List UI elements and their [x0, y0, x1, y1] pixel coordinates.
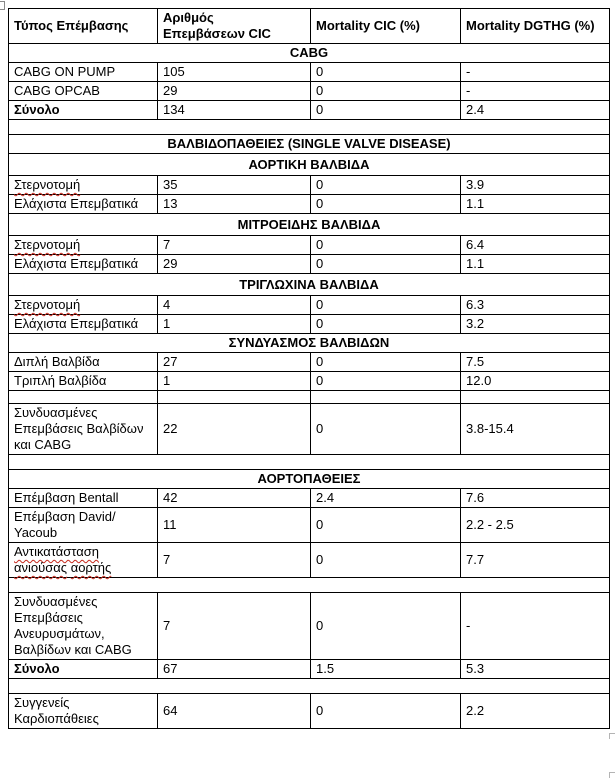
mortality-dgthg-cell[interactable]: - — [461, 63, 610, 82]
misspelled-word: αορτής — [70, 560, 112, 575]
misspelled-word: Αντικατάσταση — [14, 544, 100, 559]
empty-cell[interactable] — [9, 578, 610, 593]
mortality-dgthg-cell[interactable]: 6.4 — [461, 236, 610, 255]
table-move-handle-icon[interactable] — [0, 1, 5, 10]
empty-cell[interactable] — [9, 455, 610, 470]
table-row — [9, 404, 610, 455]
mortality-dgthg-cell[interactable]: - — [461, 82, 610, 101]
intervention-type-cell[interactable]: Ελάχιστα Επεμβατικά — [9, 315, 158, 334]
spacer-row — [9, 391, 610, 404]
spacer-row — [9, 120, 610, 135]
count-cell[interactable]: 4 — [158, 296, 311, 315]
empty-cell[interactable] — [461, 391, 610, 404]
count-cell[interactable]: 11 — [158, 508, 311, 543]
count-cell[interactable]: 1 — [158, 372, 311, 391]
mortality-cic-cell[interactable]: 0 — [311, 63, 461, 82]
intervention-type-cell[interactable]: CABG OPCAB — [9, 82, 158, 101]
table-row — [9, 660, 610, 679]
table-row — [9, 82, 610, 101]
misspelled-word: Στερνοτομή — [14, 177, 81, 192]
section-title[interactable]: ΑΟΡΤΙΚΗ ΒΑΛΒΙΔΑ — [9, 154, 610, 176]
table-row — [9, 508, 610, 543]
mortality-dgthg-cell[interactable]: 1.1 — [461, 255, 610, 274]
table-row — [9, 101, 610, 120]
spacer-row — [9, 578, 610, 593]
mortality-dgthg-cell[interactable]: 2.4 — [461, 101, 610, 120]
count-cell[interactable]: 7 — [158, 236, 311, 255]
mortality-cic-cell[interactable]: 0 — [311, 176, 461, 195]
mortality-cic-cell[interactable]: 0 — [311, 296, 461, 315]
empty-cell[interactable] — [9, 391, 158, 404]
mortality-cic-cell[interactable]: 0 — [311, 694, 461, 729]
intervention-type-cell[interactable]: CABG ON PUMP — [9, 63, 158, 82]
mortality-dgthg-cell[interactable]: 3.8-15.4 — [461, 404, 610, 455]
surgery-mortality-table — [8, 8, 610, 729]
mortality-cic-cell[interactable]: 0 — [311, 404, 461, 455]
section-title[interactable]: CABG — [9, 44, 610, 63]
mortality-cic-cell[interactable]: 0 — [311, 101, 461, 120]
mortality-dgthg-cell[interactable]: - — [461, 593, 610, 660]
column-header[interactable]: Αριθμός Επεμβάσεων CIC — [158, 9, 311, 44]
intervention-type-cell[interactable] — [9, 176, 158, 195]
table-body — [9, 9, 610, 729]
column-header[interactable]: Mortality CIC (%) — [311, 9, 461, 44]
mortality-cic-cell[interactable]: 1.5 — [311, 660, 461, 679]
cell-boundary-mark — [609, 733, 615, 739]
intervention-type-cell[interactable]: Σύνολο — [9, 101, 158, 120]
intervention-type-cell[interactable]: Επέμβαση Bentall — [9, 489, 158, 508]
column-header[interactable]: Mortality DGTHG (%) — [461, 9, 610, 44]
table-row — [9, 489, 610, 508]
table-row — [9, 694, 610, 729]
section-title[interactable]: ΤΡΙΓΛΩΧΙΝΑ ΒΑΛΒΙΔΑ — [9, 274, 610, 296]
section-header-row — [9, 334, 610, 353]
mortality-dgthg-cell[interactable]: 2.2 - 2.5 — [461, 508, 610, 543]
misspelled-word: Στερνοτομή — [14, 297, 81, 312]
table-row — [9, 315, 610, 334]
section-header-row — [9, 274, 610, 296]
count-cell[interactable]: 67 — [158, 660, 311, 679]
empty-cell[interactable] — [158, 391, 311, 404]
section-title[interactable]: ΑΟΡΤΟΠΑΘΕΙΕΣ — [9, 470, 610, 489]
table-row — [9, 372, 610, 391]
table-row — [9, 353, 610, 372]
mortality-dgthg-cell[interactable]: 5.3 — [461, 660, 610, 679]
intervention-type-cell[interactable] — [9, 296, 158, 315]
misspelled-word: Στερνοτομή — [14, 237, 81, 252]
section-header-row — [9, 154, 610, 176]
mortality-cic-cell[interactable]: 0 — [311, 82, 461, 101]
intervention-type-cell[interactable]: Ελάχιστα Επεμβατικά — [9, 195, 158, 214]
count-cell[interactable]: 27 — [158, 353, 311, 372]
intervention-type-cell[interactable]: Τριπλή Βαλβίδα — [9, 372, 158, 391]
count-cell[interactable]: 35 — [158, 176, 311, 195]
mortality-cic-cell[interactable]: 0 — [311, 372, 461, 391]
count-cell[interactable]: 1 — [158, 315, 311, 334]
table-row — [9, 195, 610, 214]
mortality-cic-cell[interactable]: 0 — [311, 353, 461, 372]
intervention-type-cell[interactable] — [9, 236, 158, 255]
count-cell[interactable]: 13 — [158, 195, 311, 214]
intervention-type-cell[interactable]: Διπλή Βαλβίδα — [9, 353, 158, 372]
mortality-cic-cell[interactable]: 0 — [311, 255, 461, 274]
intervention-type-cell[interactable] — [9, 543, 158, 578]
intervention-type-cell[interactable]: Ελάχιστα Επεμβατικά — [9, 255, 158, 274]
count-cell[interactable]: 29 — [158, 255, 311, 274]
mortality-dgthg-cell[interactable]: 7.6 — [461, 489, 610, 508]
section-header-row — [9, 470, 610, 489]
count-cell[interactable]: 42 — [158, 489, 311, 508]
table-row — [9, 255, 610, 274]
count-cell[interactable]: 22 — [158, 404, 311, 455]
intervention-type-cell[interactable]: Σύνολο — [9, 660, 158, 679]
mortality-dgthg-cell[interactable]: 2.2 — [461, 694, 610, 729]
mortality-dgthg-cell[interactable]: 3.9 — [461, 176, 610, 195]
mortality-cic-cell[interactable]: 2.4 — [311, 489, 461, 508]
empty-cell[interactable] — [9, 120, 610, 135]
section-title[interactable]: ΜΙΤΡΟΕΙΔΗΣ ΒΑΛΒΙΔΑ — [9, 214, 610, 236]
table-row — [9, 236, 610, 255]
mortality-dgthg-cell[interactable]: 7.5 — [461, 353, 610, 372]
section-title[interactable]: ΣΥΝΔΥΑΣΜΟΣ ΒΑΛΒΙΔΩΝ — [9, 334, 610, 353]
count-cell[interactable]: 134 — [158, 101, 311, 120]
empty-cell[interactable] — [311, 391, 461, 404]
count-cell[interactable]: 29 — [158, 82, 311, 101]
mortality-cic-cell[interactable]: 0 — [311, 236, 461, 255]
mortality-cic-cell[interactable]: 0 — [311, 315, 461, 334]
section-header-row — [9, 44, 610, 63]
table-row — [9, 543, 610, 578]
section-title[interactable]: ΒΑΛΒΙΔΟΠΑΘΕΙΕΣ (SINGLE VALVE DISEASE) — [9, 135, 610, 154]
table-row — [9, 176, 610, 195]
intervention-type-cell[interactable]: Επέμβαση David/ Yacoub — [9, 508, 158, 543]
mortality-dgthg-cell[interactable]: 12.0 — [461, 372, 610, 391]
mortality-dgthg-cell[interactable]: 6.3 — [461, 296, 610, 315]
mortality-dgthg-cell[interactable]: 1.1 — [461, 195, 610, 214]
mortality-cic-cell[interactable]: 0 — [311, 593, 461, 660]
intervention-type-cell[interactable]: Συγγενείς Καρδιοπάθειες — [9, 694, 158, 729]
table-row — [9, 296, 610, 315]
intervention-type-cell[interactable]: Συνδυασμένες Επεμβάσεις Βαλβίδων και CABG — [9, 404, 158, 455]
column-header-row — [9, 9, 610, 44]
section-header-row — [9, 214, 610, 236]
cell-boundary-mark — [609, 772, 615, 778]
spacer-row — [9, 679, 610, 694]
mortality-cic-cell[interactable]: 0 — [311, 543, 461, 578]
mortality-dgthg-cell[interactable]: 3.2 — [461, 315, 610, 334]
table-row — [9, 593, 610, 660]
count-cell[interactable]: 7 — [158, 543, 311, 578]
count-cell[interactable]: 105 — [158, 63, 311, 82]
spacer-row — [9, 455, 610, 470]
intervention-type-cell[interactable]: Συνδυασμένες Επεμβάσεις Ανευρυσμάτων, Βαλβίδων και CABG — [9, 593, 158, 660]
count-cell[interactable]: 64 — [158, 694, 311, 729]
count-cell[interactable]: 7 — [158, 593, 311, 660]
mortality-cic-cell[interactable]: 0 — [311, 195, 461, 214]
mortality-cic-cell[interactable]: 0 — [311, 508, 461, 543]
mortality-dgthg-cell[interactable]: 7.7 — [461, 543, 610, 578]
column-header[interactable]: Τύπος Επέμβασης — [9, 9, 158, 44]
misspelled-word: ανιούσας — [14, 560, 68, 575]
empty-cell[interactable] — [9, 679, 610, 694]
table-row — [9, 63, 610, 82]
section-header-row — [9, 135, 610, 154]
